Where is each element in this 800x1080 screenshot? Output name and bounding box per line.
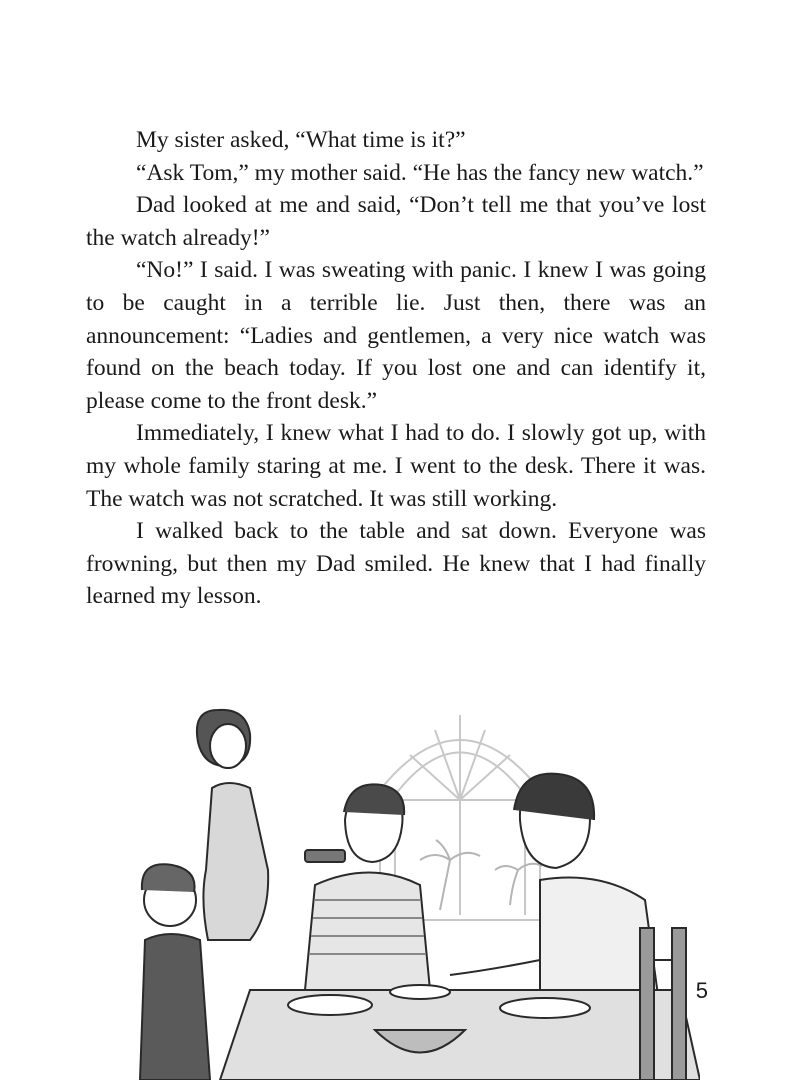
story-text <box>86 124 706 613</box>
dining-table <box>220 985 700 1080</box>
story-paragraph: My sister asked, “What time is it?” <box>136 127 466 153</box>
tom-figure <box>305 784 430 990</box>
story-paragraph: I walked back to the table and sat down. Everyone was frowning, but then my Dad smiled. He knew that I had finally learned my lesson. <box>86 518 706 610</box>
family-dinner-illustration <box>100 670 700 1080</box>
sister-figure <box>140 864 210 1080</box>
story-paragraph: Dad looked at me and said, “Don’t tell me that you’ve lost the watch already!” <box>86 192 706 251</box>
palm-trees <box>420 840 542 910</box>
story-paragraph: “Ask Tom,” my mother said. “He has the fancy new watch.” <box>136 159 704 186</box>
story-paragraph: Immediately, I knew what I had to do. I slowly got up, with my whole family staring at me. I went to the desk. There it was. The watch was not scratched. It was still working. <box>86 420 706 512</box>
dad-figure <box>450 774 660 1010</box>
story-paragraph: “No!” I said. I was sweating with panic. I knew I was going to be caught in a terrible lie. Just then, there was an announcement: “Ladies and gentlemen, a very nice watch was found on the beach today. If you lost one and can identify it, please come to the front desk.” <box>86 257 706 414</box>
page-number: 5 <box>695 978 708 1003</box>
